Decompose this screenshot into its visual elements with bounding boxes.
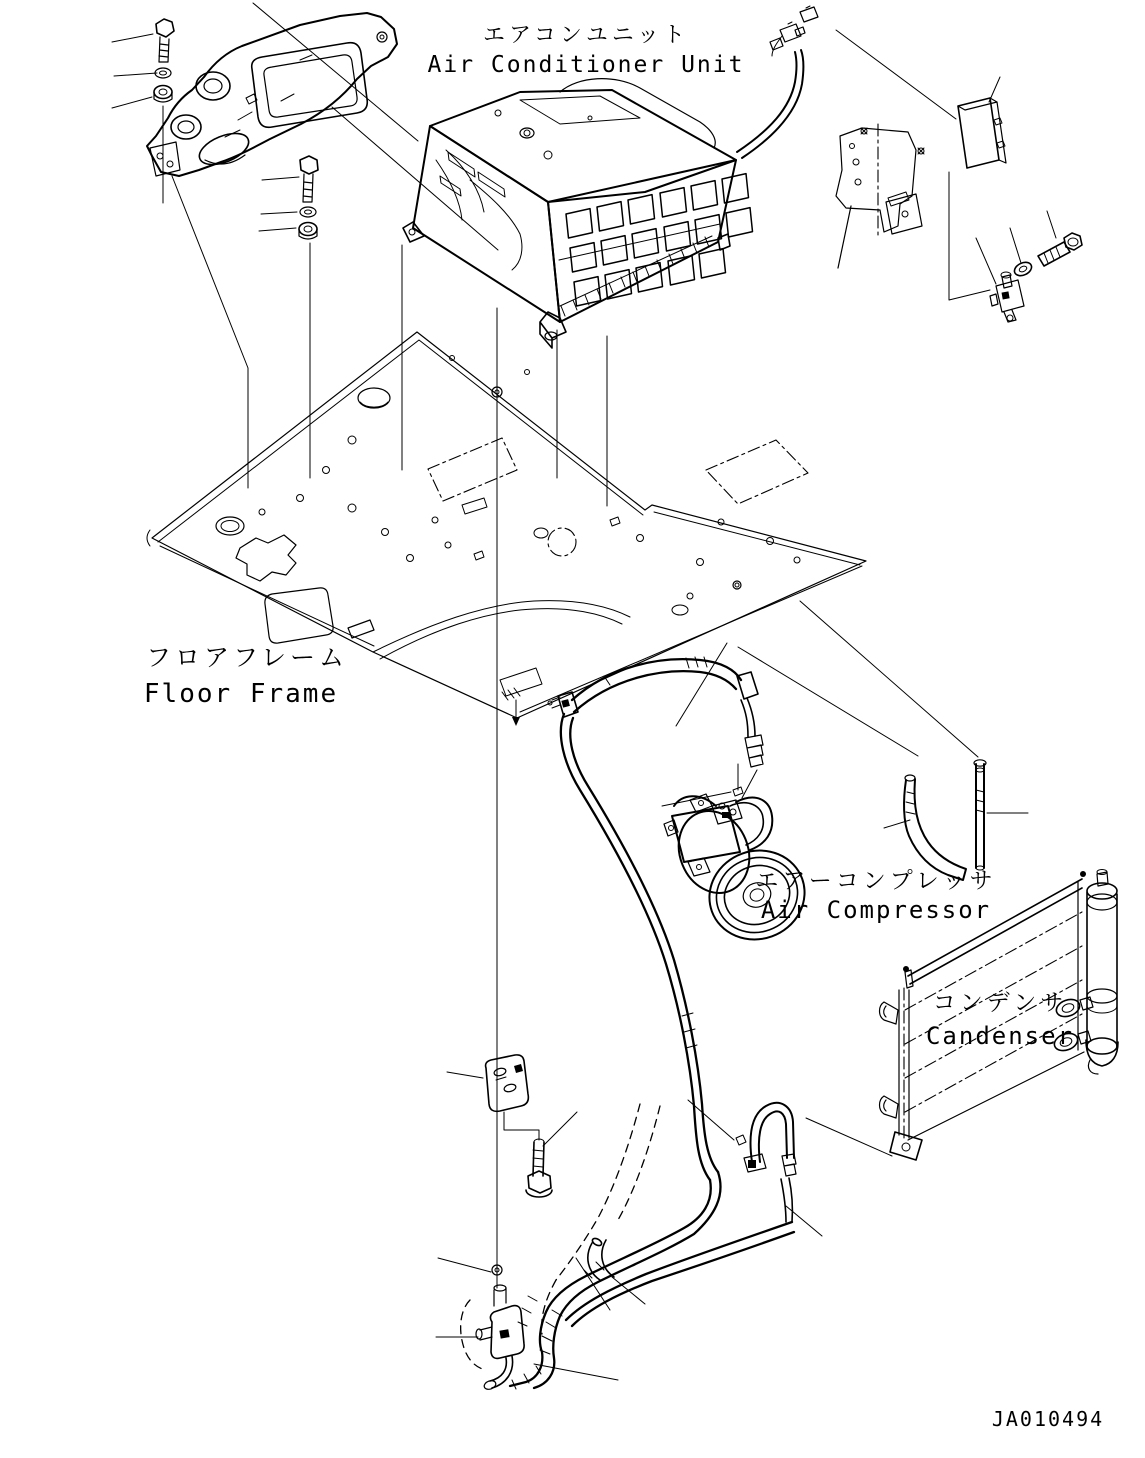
bolt-washer-switch-set <box>949 172 1082 322</box>
vent-grille <box>566 174 753 306</box>
drawing-number: JA010494 <box>991 1407 1105 1431</box>
controller-plate <box>958 77 1006 168</box>
hose-clamp-and-bolt <box>447 1055 577 1197</box>
label-floor-frame-en: Floor Frame <box>143 679 339 709</box>
bolt-washer-nut-set-1 <box>112 19 248 488</box>
heater-duct-assembly <box>147 3 498 250</box>
air-conditioner-unit-drawing <box>402 79 753 1288</box>
drain-tubes <box>738 601 1028 880</box>
label-condenser-ja: コンデンサ <box>932 990 1068 1016</box>
hose-assembly <box>510 643 822 1389</box>
bolt-washer-nut-set-2 <box>259 156 318 478</box>
label-condenser-en: Candenser <box>925 1022 1075 1050</box>
label-air-conditioner-unit-ja: エアコンユニット <box>482 23 690 48</box>
label-air-compressor-ja: エアーコンプレッサ <box>755 868 997 894</box>
elbow-fitting <box>436 1258 618 1391</box>
mounting-bracket <box>836 124 924 268</box>
labels <box>144 23 1104 1431</box>
wiring-harness <box>737 6 956 158</box>
label-air-conditioner-unit-en: Air Conditioner Unit <box>427 52 745 78</box>
label-air-compressor-en: Air Compressor <box>760 896 992 924</box>
label-floor-frame-ja: フロアフレーム <box>145 643 349 672</box>
air-compressor-drawing <box>662 764 817 953</box>
